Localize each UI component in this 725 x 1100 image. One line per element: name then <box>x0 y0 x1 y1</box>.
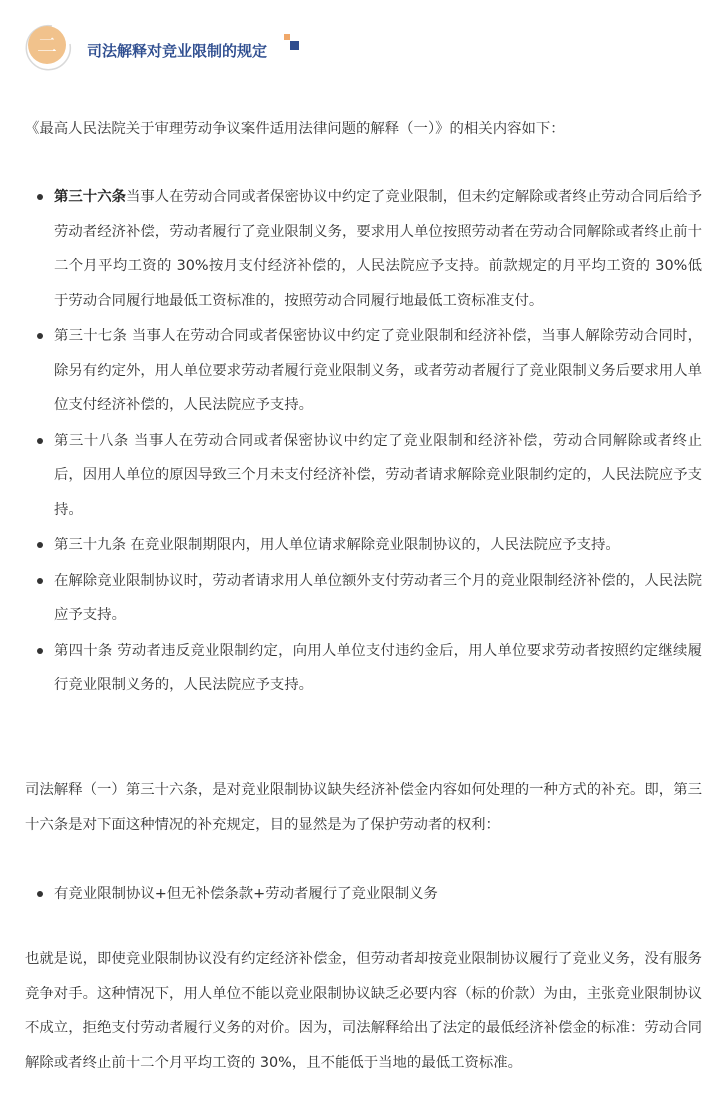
list-item <box>54 634 702 703</box>
article-text: 第四十条 劳动者违反竞业限制约定，向用人单位支付违约金后，用人单位要求劳动者按照约定继续履行竞业限制义务的，人民法院应予支持。 <box>54 642 702 693</box>
decorative-square-blue-icon <box>290 41 299 50</box>
analysis-paragraph: 司法解释（一）第三十六条，是对竞业限制协议缺失经济补偿金内容如何处理的一种方式的补充。即，第三十六条是对下面这种情况的补充规定，目的显然是为了保护劳动者的权利： <box>25 782 702 833</box>
list-item <box>54 877 702 912</box>
article-number: 第三十六条 <box>54 189 126 205</box>
conclusion-paragraph: 也就是说，即使竞业限制协议没有约定经济补偿金，但劳动者却按竞业限制协议履行了竞业义务，没有服务竞争对手。这种情况下，用人单位不能以竞业限制协议缺乏必要内容（标的价款）为由，主张竞业限制协议不成立，拒绝支付劳动者履行义务的对价。因为，司法解释给出了法定的最低经济补偿金的标准：劳动合同解除或者终止前十二个月平均工资的 30%，且不能低于当地的最低工资标准。 <box>25 951 702 1071</box>
article-text: 第三十八条 当事人在劳动合同或者保密协议中约定了竞业限制和经济补偿，劳动合同解除或者终止后，因用人单位的原因导致三个月未支付经济补偿，劳动者请求解除竞业限制约定的，人民法院应予支持。 <box>54 432 702 518</box>
articles-list <box>54 180 702 703</box>
intro-paragraph: 《最高人民法院关于审理劳动争议案件适用法律问题的解释（一）》的相关内容如下： <box>25 121 565 137</box>
list-item <box>54 180 702 318</box>
article-text: 第三十九条 在竞业限制期限内，用人单位请求解除竞业限制协议的，人民法院应予支持。 <box>54 537 620 553</box>
section-title: 司法解释对竞业限制的规定 <box>87 42 268 60</box>
article-text: 当事人在劳动合同或者保密协议中约定了竞业限制，但未约定解除或者终止劳动合同后给予劳动者经济补偿，劳动者履行了竞业限制义务，要求用人单位按照劳动者在劳动合同解除或者终止前十二个月平均工资的 30%按月支付经济补偿的，人民法院应予支持。前款规定的月平均工资的 30%低于劳动合同履行地最低工资标准的，按照劳动合同履行地最低工资标准支付。 <box>54 189 702 309</box>
article-text: 在解除竞业限制协议时，劳动者请求用人单位额外支付劳动者三个月的竞业限制经济补偿的，人民法院应予支持。 <box>54 572 702 623</box>
list-item <box>54 319 702 423</box>
section-header <box>22 26 322 76</box>
decorative-square-orange-icon <box>284 34 290 40</box>
section-number: 二 <box>37 33 57 57</box>
article-text: 第三十七条 当事人在劳动合同或者保密协议中约定了竞业限制和经济补偿，当事人解除劳动合同时，除另有约定外，用人单位要求劳动者履行竞业限制义务，或者劳动者履行了竞业限制义务后要求用人单位支付经济补偿的，人民法院应予支持。 <box>54 328 702 413</box>
list-item <box>54 528 702 563</box>
scenario-list <box>54 877 702 912</box>
scenario-text: 有竞业限制协议+但无补偿条款+劳动者履行了竞业限制义务 <box>54 886 438 902</box>
list-item <box>54 424 702 528</box>
list-item <box>54 564 702 633</box>
